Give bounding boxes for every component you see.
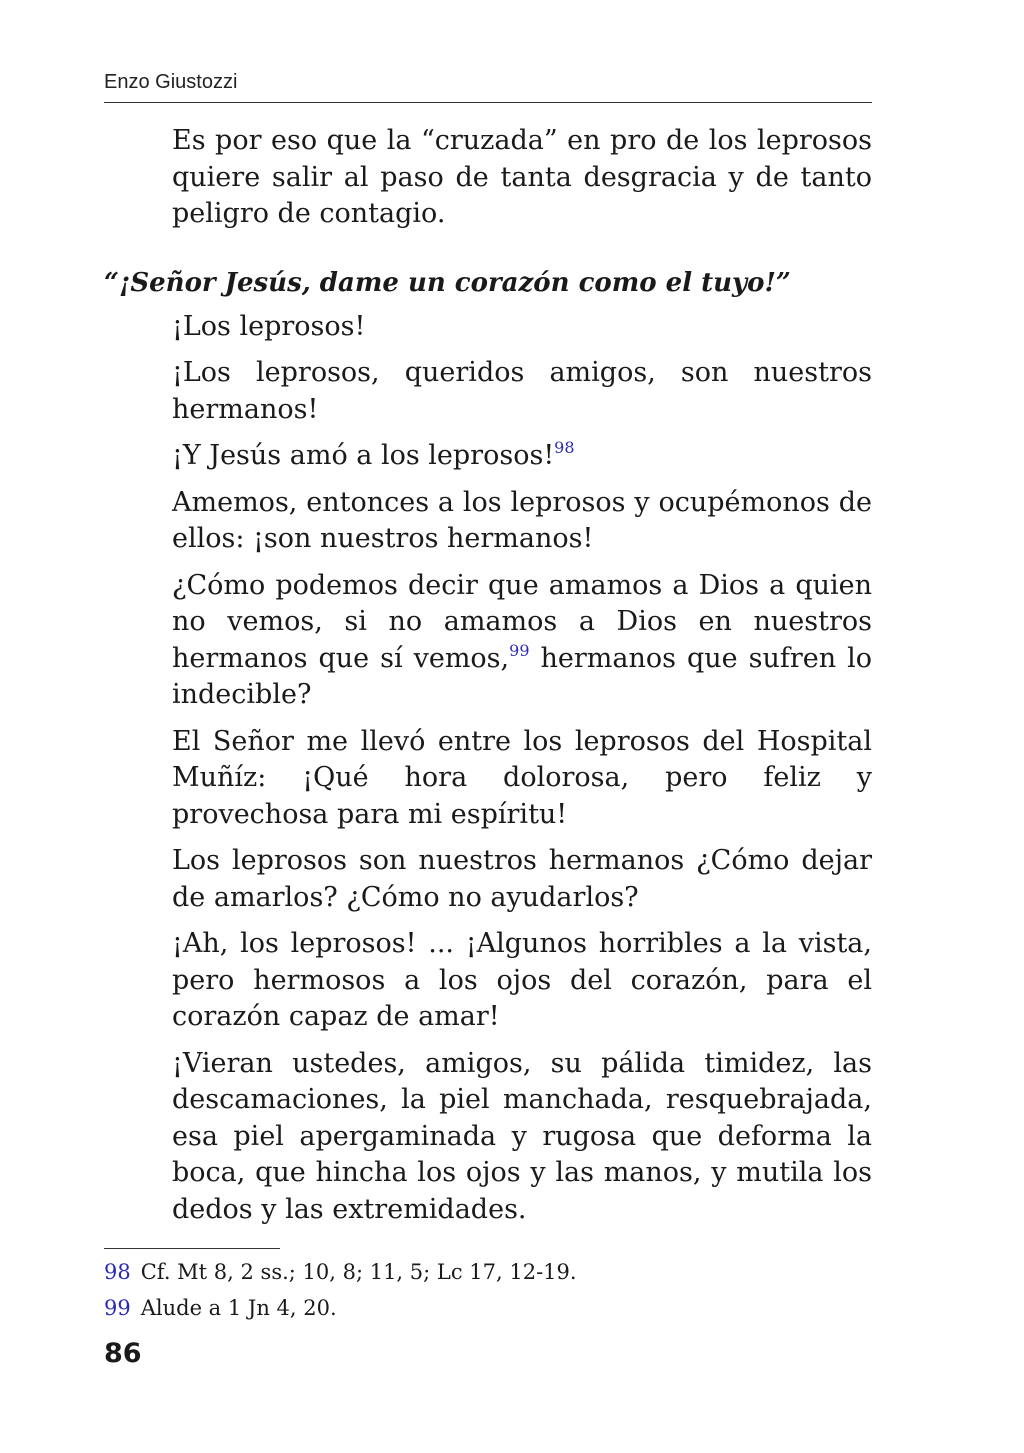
paragraph-3 <box>172 438 872 475</box>
body-text <box>104 123 872 1228</box>
paragraph-5-text-before: ¿Cómo podemos decir que amamos a Dios a quien no vemos, si no amamos a Dios en nuestros hermanos que sí vemos, <box>172 569 872 674</box>
paragraph-6: El Señor me llevó entre los leprosos del Hospital Muñíz: ¡Qué hora dolorosa, pero feliz y provechosa para mi espíritu! <box>172 725 872 830</box>
footnote-item <box>104 1290 872 1326</box>
page-number: 86 <box>104 1338 142 1369</box>
section-subheading: “¡Señor Jesús, dame un corazón como el tuyo!” <box>104 267 791 298</box>
paragraph-4: Amemos, entonces a los leprosos y ocupémonos de ellos: ¡son nuestros hermanos! <box>172 486 872 554</box>
footnotes <box>104 1254 872 1326</box>
running-head-author: Enzo Giustozzi <box>104 70 872 103</box>
footnote-ref-99[interactable]: 99 <box>509 640 530 660</box>
footnote-item <box>104 1254 872 1290</box>
paragraph-7: Los leprosos son nuestros hermanos ¿Cómo dejar de amarlos? ¿Cómo no ayudarlos? <box>172 845 872 913</box>
paragraph-9: ¡Vieran ustedes, amigos, su pálida timidez, las descamaciones, la piel manchada, resquebrajada, esa piel apergaminada y rugosa que deforma la boca, que hincha los ojos y las manos, y mutila los dedos y las extremidades. <box>172 1047 872 1225</box>
paragraph-8: ¡Ah, los leprosos! ... ¡Algunos horribles a la vista, pero hermosos a los ojos del corazón, para el corazón capaz de amar! <box>172 928 872 1032</box>
paragraph-3-text: ¡Y Jesús amó a los leprosos! <box>172 440 555 471</box>
paragraph-5-text-after: hermanos que sufren lo indecible? <box>172 642 873 710</box>
footnote-divider <box>104 1248 280 1249</box>
footnote-ref-98[interactable]: 98 <box>554 438 575 457</box>
page-content <box>104 70 872 1238</box>
paragraph-5 <box>172 568 872 714</box>
paragraph-2: ¡Los leprosos, queridos amigos, son nuestros hermanos! <box>172 357 872 425</box>
intro-paragraph: Es por eso que la “cruzada” en pro de los leprosos quiere salir al paso de tanta desgracia y de tanto peligro de contagio. <box>172 125 872 229</box>
footnote-number[interactable]: 98 <box>104 1260 131 1284</box>
footnote-number[interactable]: 99 <box>104 1296 131 1320</box>
footnote-text: Cf. Mt 8, 2 ss.; 10, 8; 11, 5; Lc 17, 12-19. <box>140 1260 577 1284</box>
footnote-text: Alude a 1 Jn 4, 20. <box>140 1296 337 1320</box>
paragraph-1: ¡Los leprosos! <box>172 310 366 342</box>
